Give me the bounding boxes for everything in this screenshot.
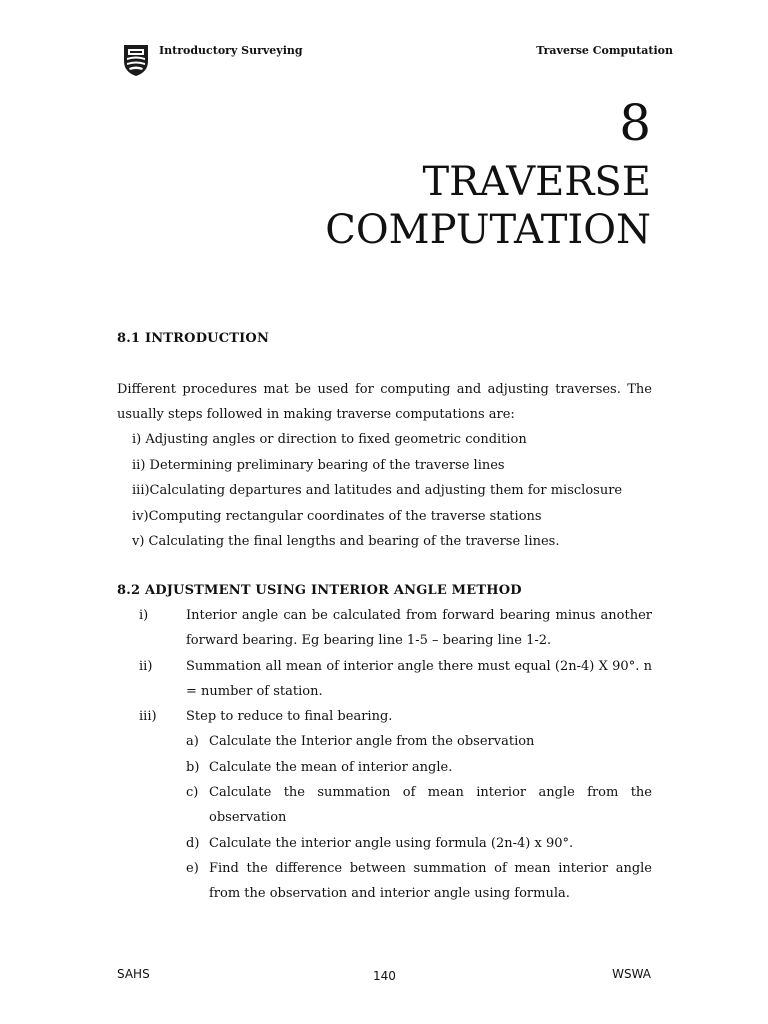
- list-marker: ii): [139, 658, 153, 674]
- section-heading-interior-angle: 8.2 ADJUSTMENT USING INTERIOR ANGLE METHOD: [117, 583, 522, 598]
- list-item: v) Calculating the final lengths and bearing of the traverse lines.: [132, 534, 560, 549]
- sub-list-marker: b): [186, 759, 200, 775]
- footer-left-initials: SAHS: [117, 967, 150, 981]
- chapter-title: [325, 158, 651, 254]
- list-item: iv)Computing rectangular coordinates of the traverse stations: [132, 508, 542, 524]
- list-marker: i): [139, 608, 149, 623]
- sub-list-item: [186, 831, 652, 856]
- header-chapter-title: Traverse Computation: [536, 44, 673, 57]
- list-item: [117, 704, 652, 906]
- sub-list-item: [186, 856, 652, 907]
- sub-list-marker: e): [186, 860, 199, 876]
- reduction-steps-list: [186, 729, 652, 906]
- section-heading-introduction: 8.1 INTRODUCTION: [117, 331, 270, 346]
- list-item: [117, 603, 652, 654]
- interior-angle-list: [117, 603, 652, 907]
- sub-list-item-text: Calculate the interior angle using formula (2n-4) x 90°.: [209, 835, 574, 851]
- sub-list-marker: d): [186, 835, 200, 851]
- sub-list-marker: c): [186, 785, 199, 801]
- sub-list-item-text: Find the difference between summation of mean interior angle from the observation and interior angle using formula.: [209, 860, 652, 902]
- list-item: i) Adjusting angles or direction to fixed geometric condition: [132, 432, 527, 447]
- list-item-text: Summation all mean of interior angle there must equal (2n-4) X 90°. n = number of station.: [186, 658, 652, 699]
- sub-list-item: [186, 729, 652, 754]
- sub-list-item: [186, 755, 652, 780]
- page-number: 140: [373, 969, 396, 983]
- list-item-text: Step to reduce to final bearing.: [186, 709, 393, 725]
- chapter-number: 8: [619, 94, 651, 152]
- header-course-title: Introductory Surveying: [159, 44, 303, 57]
- footer-right-initials: WSWA: [612, 967, 651, 981]
- list-item: [117, 654, 652, 705]
- introduction-paragraph: Different procedures mat be used for computing and adjusting traverses. The usually steps followed in making traverse computations are:: [117, 382, 652, 422]
- sub-list-item-text: Calculate the Interior angle from the observation: [209, 734, 535, 750]
- sub-list-item-text: Calculate the mean of interior angle.: [209, 759, 453, 775]
- list-item: ii) Determining preliminary bearing of the traverse lines: [132, 457, 505, 473]
- chapter-title-line-2: COMPUTATION: [325, 207, 651, 253]
- list-item-text: Interior angle can be calculated from forward bearing minus another forward bearing. Eg bearing line 1-5 – bearing line 1-2.: [186, 608, 652, 649]
- sub-list-item: [186, 780, 652, 831]
- list-item: iii)Calculating departures and latitudes and adjusting them for misclosure: [132, 483, 623, 498]
- traverse-steps-list: [132, 427, 652, 555]
- crest-logo-icon: [121, 43, 151, 77]
- list-marker: iii): [139, 709, 157, 725]
- sub-list-item-text: Calculate the summation of mean interior angle from the observation: [209, 785, 652, 826]
- sub-list-marker: a): [186, 734, 199, 750]
- chapter-title-line-1: TRAVERSE: [422, 159, 651, 205]
